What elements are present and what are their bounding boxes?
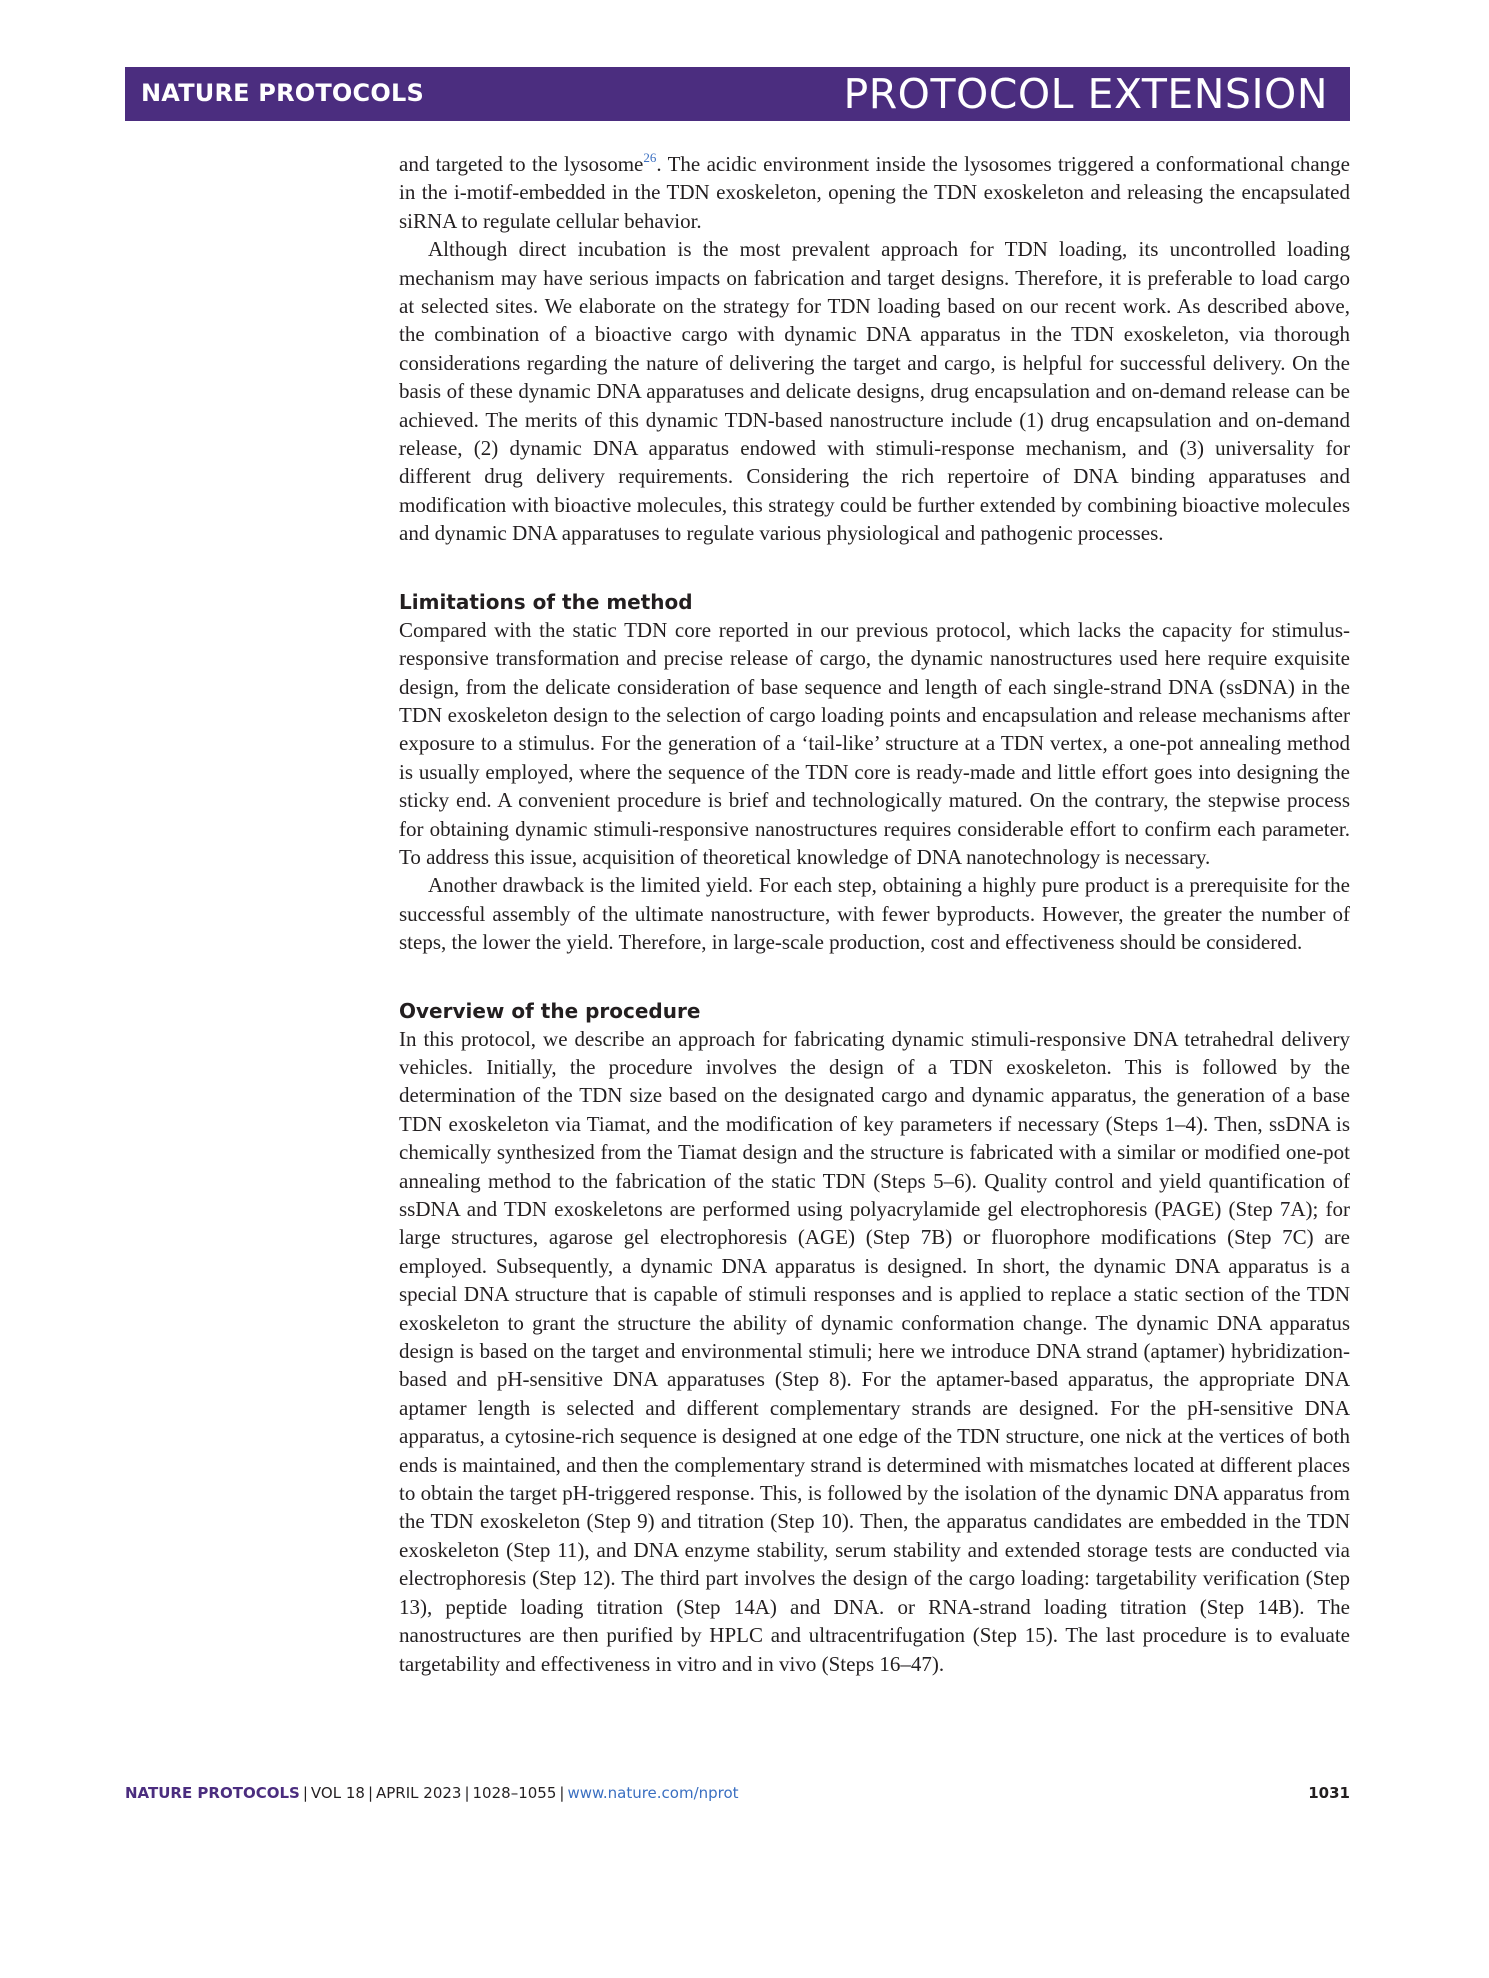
page-number: 1031	[1308, 1784, 1350, 1802]
article-body	[399, 150, 1350, 1678]
section-gap	[399, 957, 1350, 997]
paragraph: Compared with the static TDN core reported in our previous protocol, which lacks the capacity for stimulus-responsive transformation and precise release of cargo, the dynamic nanostructures used here require exquisite design, from the delicate consideration of base sequence and length of each single-strand DNA (ssDNA) in the TDN exoskeleton design to the selection of cargo loading points and encapsulation and release mechanisms after exposure to a stimulus. For the generation of a ‘tail-like’ structure at a TDN vertex, a one-pot annealing method is usually employed, where the sequence of the TDN core is ready-made and little effort goes into designing the sticky end. A convenient procedure is brief and technologically matured. On the contrary, the stepwise process for obtaining dynamic stimuli-responsive nanostructures requires considerable effort to confirm each parameter. To address this issue, acquisition of theoretical knowledge of DNA nanotechnology is necessary.	[399, 617, 1350, 869]
footer-separator: |	[464, 1784, 470, 1802]
footer-url-link[interactable]: www.nature.com/nprot	[567, 1784, 739, 1802]
section-gap	[399, 548, 1350, 588]
paragraph-text: . The acidic environment inside the lysosomes triggered a conformational change in the i-motif-embedded in the TDN exoskeleton, opening the TDN exoskeleton and releasing the encapsulated siRNA to regulate cellular behavior.	[399, 152, 1350, 233]
page-footer	[125, 1784, 1350, 1802]
footer-journal-name: NATURE PROTOCOLS	[125, 1784, 300, 1802]
paragraph: In this protocol, we describe an approach for fabricating dynamic stimuli-responsive DNA tetrahedral delivery vehicles. Initially, the procedure involves the design of a TDN exoskeleton. This is followed by the determination of the TDN size based on the designated cargo and dynamic apparatus, the generation of a base TDN exoskeleton via Tiamat, and the modification of key parameters if necessary (Steps 1–4). Then, ssDNA is chemically synthesized from the Tiamat design and the structure is fabricated with a similar or modified one-pot annealing method to the fabrication of the static TDN (Steps 5–6). Quality control and yield quantification of ssDNA and TDN exoskeletons are performed using polyacrylamide gel electrophoresis (PAGE) (Step 7A); for large structures, agarose gel electrophoresis (AGE) (Step 7B) or fluorophore modifications (Step 7C) are employed. Subsequently, a dynamic DNA apparatus is designed. In short, the dynamic DNA apparatus is a special DNA structure that is capable of stimuli responses and is applied to replace a static section of the TDN exoskeleton to grant the structure the ability of dynamic conformation change. The dynamic DNA apparatus design is based on the target and environmental stimuli; here we introduce DNA strand (aptamer) hybridization-based and pH-sensitive DNA apparatuses (Step 8). For the aptamer-based apparatus, the appropriate DNA aptamer length is selected and different complementary strands are designed. For the pH-sensitive DNA apparatus, a cytosine-rich sequence is designed at one edge of the TDN structure, one nick at the vertices of both ends is maintained, and then the complementary strand is determined with mismatches located at different places to obtain the target pH-triggered response. This, is followed by the isolation of the dynamic DNA apparatus from the TDN exoskeleton (Step 9) and titration (Step 10). Then, the apparatus candidates are embedded in the TDN exoskeleton (Step 11), and DNA enzyme stability, serum stability and extended storage tests are conducted via electrophoresis (Step 12). The third part involves the design of the cargo loading: targetability verification (Step 13), peptide loading titration (Step 14A) and DNA. or RNA-strand loading titration (Step 14B). The nanostructures are then purified by HPLC and ultracentrifugation (Step 15). The last procedure is to evaluate targetability and effectiveness in vitro and in vivo (Steps 16–47).	[399, 1026, 1350, 1676]
footer-separator: |	[302, 1784, 308, 1802]
footer-separator: |	[559, 1784, 565, 1802]
citation-link[interactable]: 26	[643, 150, 657, 165]
section-heading-overview: Overview of the procedure	[399, 998, 701, 1023]
paragraph	[399, 150, 1350, 235]
footer-date: APRIL 2023	[376, 1784, 462, 1802]
footer-separator: |	[367, 1784, 373, 1802]
paragraph: Although direct incubation is the most prevalent approach for TDN loading, its uncontrolled loading mechanism may have serious impacts on fabrication and target designs. Therefore, it is preferable to load cargo at selected sites. We elaborate on the strategy for TDN loading based on our recent work. As described above, the combination of a bioactive cargo with dynamic DNA apparatus in the TDN exoskeleton, via thorough considerations regarding the nature of delivering the target and cargo, is helpful for successful delivery. On the basis of these dynamic DNA apparatuses and delicate designs, drug encapsulation and on-demand release can be achieved. The merits of this dynamic TDN-based nanostructure include (1) drug encapsulation and on-demand release, (2) dynamic DNA apparatus endowed with stimuli-response mechanism, and (3) universality for different drug delivery requirements. Considering the rich repertoire of DNA binding apparatuses and modification with bioactive molecules, this strategy could be further extended by combining bioactive molecules and dynamic DNA apparatuses to regulate various physiological and pathogenic processes.	[399, 237, 1350, 546]
footer-pages: 1028–1055	[472, 1784, 557, 1802]
paragraph: Another drawback is the limited yield. For each step, obtaining a highly pure product is a prerequisite for the successful assembly of the ultimate nanostructure, with fewer byproducts. However, the greater the number of steps, the lower the yield. Therefore, in large-scale production, cost and effectiveness should be considered.	[399, 873, 1350, 955]
footer-volume: VOL 18	[310, 1784, 365, 1802]
paragraph-text: and targeted to the lysosome	[399, 152, 644, 176]
section-heading-limitations: Limitations of the method	[399, 589, 693, 614]
journal-name: NATURE PROTOCOLS	[141, 79, 424, 107]
journal-header-bar	[125, 67, 1350, 121]
article-type: PROTOCOL EXTENSION	[843, 70, 1328, 118]
